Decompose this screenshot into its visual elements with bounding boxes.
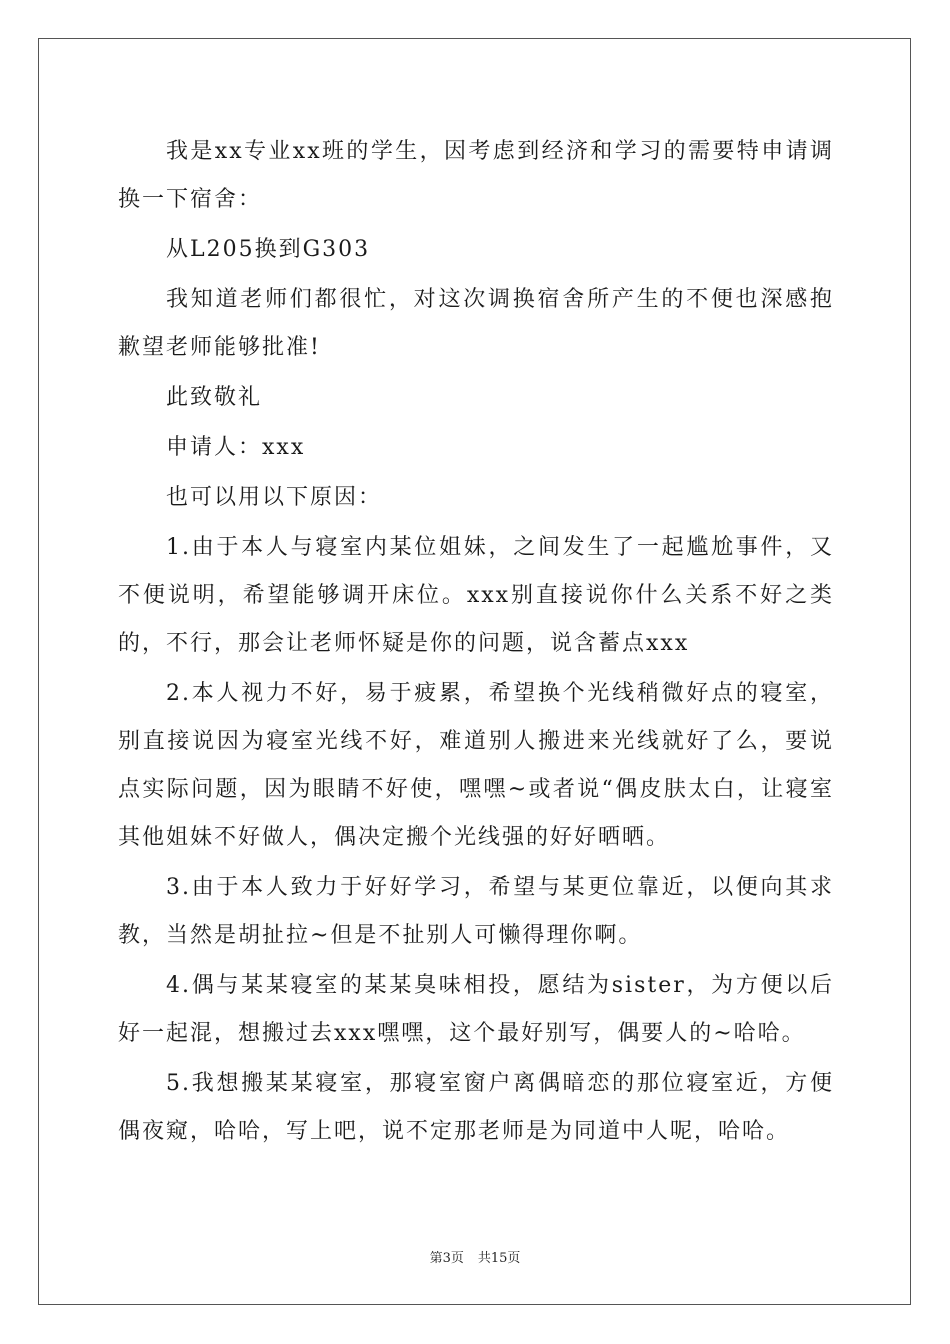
page-footer	[0, 1247, 950, 1266]
paragraph-reason-4: 4.偶与某某寝室的某某臭味相投，愿结为sister，为方便以后好一起混，想搬过去xxx嘿嘿，这个最好别写，偶要人的~哈哈。	[118, 973, 834, 1046]
paragraph-request-intro: 我是xx专业xx班的学生，因考虑到经济和学习的需要特申请调换一下宿舍：	[118, 139, 834, 212]
paragraph-alt-reasons-heading: 也可以用以下原因：	[166, 485, 383, 510]
paragraph-salutation: 此致敬礼	[166, 385, 263, 410]
paragraph-reason-3: 3.由于本人致力于好好学习，希望与某更位靠近，以便向其求教，当然是胡扯拉~但是不扯别人可懒得理你啊。	[118, 875, 834, 948]
paragraph-reason-1: 1.由于本人与寝室内某位姐妹，之间发生了一起尴尬事件，又不便说明，希望能够调开床位。xxx别直接说你什么关系不好之类的，不行，那会让老师怀疑是你的问题，说含蓄点xxx	[118, 535, 834, 656]
paragraph-reason-2: 2.本人视力不好，易于疲累，希望换个光线稍微好点的寝室，别直接说因为寝室光线不好，难道别人搬进来光线就好了么，要说点实际问题，因为眼睛不好使，嘿嘿~或者说“偶皮肤太白，让寝室其他姐妹不好做人，偶决定搬个光线强的好好晒晒。	[118, 681, 834, 850]
paragraph-reason-5: 5.我想搬某某寝室，那寝室窗户离偶暗恋的那位寝室近，方便偶夜窥，哈哈，写上吧，说不定那老师是为同道中人呢，哈哈。	[118, 1071, 834, 1144]
page-total: 共15页	[477, 1251, 521, 1266]
paragraph-apology: 我知道老师们都很忙，对这次调换宿舍所产生的不便也深感抱歉望老师能够批准!	[118, 287, 834, 360]
paragraph-room-change: 从L205换到G303	[166, 237, 371, 262]
page-number: 第3页	[429, 1251, 464, 1266]
document-body	[118, 128, 834, 1156]
paragraph-applicant: 申请人：xxx	[166, 435, 306, 460]
